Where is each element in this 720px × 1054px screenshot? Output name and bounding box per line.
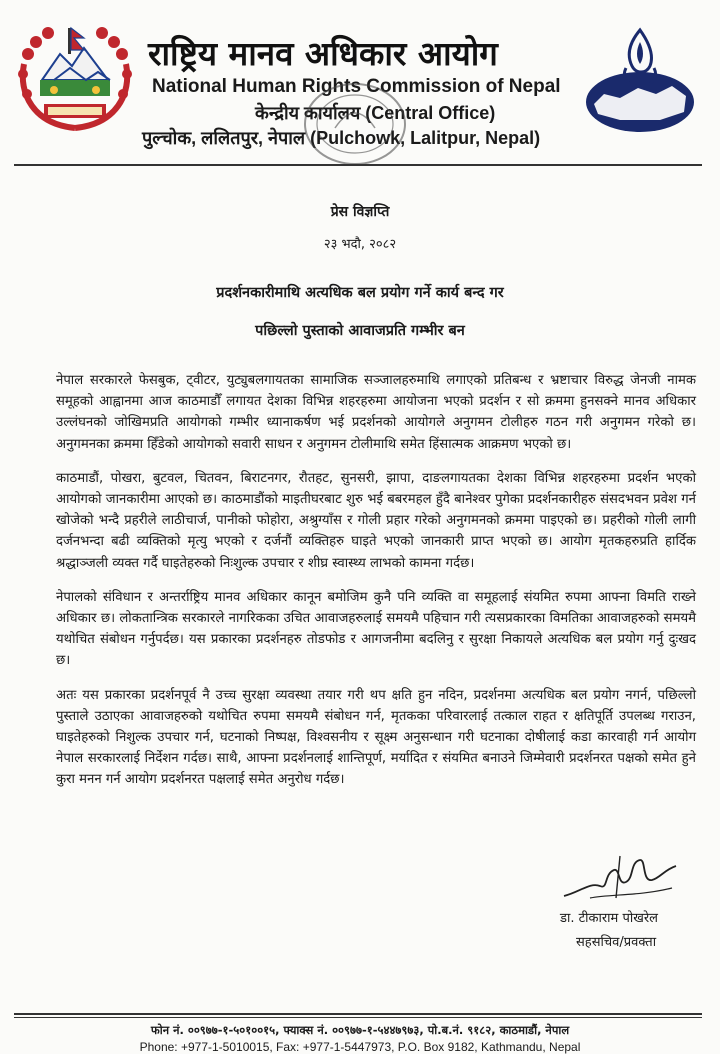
headline-line-1: प्रदर्शनकारीमाथि अत्यधिक बल प्रयोग गर्ने कार्य बन्द गर — [216, 285, 504, 301]
paragraph: नेपाल सरकारले फेसबुक, ट्वीटर, युट्युबलगायतका सामाजिक सञ्जालहरुमाथि लगाएको प्रतिबन्ध र भ्रष्टाचार विरुद्ध जेनजी नामक समूहको आह्वानमा आज काठमाडौँ लगायत देशका विभिन्न शहरहरुमा आयोजना भएको प्रदर्शन र सो क्रममा हुनसक्ने मानव अधिकार उल्लंघनको जोखिमप्रति आयोगको गम्भीर ध्यानाकर्षण भई प्रदर्शनको आयोगले अनुगमन टोलीहरु गठन गरी अनुगमन गरेको छ। अनुगमनका क्रममा हिँडेको आयोगको सवारी साधन र अनुगमन टोलीमाथि समेत हिंसात्मक आक्रमण भएको छ। — [56, 373, 696, 452]
footer-divider — [14, 1013, 702, 1015]
nepal-government-emblem-icon — [14, 24, 136, 136]
org-name-nepali: राष्ट्रिय मानव अधिकार आयोग — [148, 34, 498, 73]
headline-line-2: पछिल्लो पुस्ताको आवाजप्रति गम्भीर बन — [255, 323, 465, 339]
signatory-title: सहसचिव/प्रवक्ता — [576, 935, 657, 950]
nhrc-flame-logo-icon — [580, 22, 698, 134]
document-date: २३ भदौ, २०८२ — [323, 237, 397, 252]
footer-divider-thin — [14, 1017, 702, 1018]
press-release-body — [56, 370, 696, 804]
footer-contact-nepali: फोन नं. ००९७७-१-५०१००१५, फ्याक्स नं. ००९७७-१-५४४७९७३, पो.ब.नं. ९१८२, काठमाडौं, नेपाल — [150, 1023, 570, 1037]
header-divider — [14, 164, 702, 166]
signatory-name: डा. टीकाराम पोखरेल — [560, 911, 658, 926]
document-type: प्रेस विज्ञप्ति — [330, 204, 390, 220]
handwritten-signature — [560, 852, 680, 904]
office-stamp-icon — [300, 78, 410, 170]
paragraph: अतः यस प्रकारका प्रदर्शनपूर्व नै उच्च सुरक्षा व्यवस्था तयार गरी थप क्षति हुन नदिन, प्रदर्शनमा अत्यधिक बल प्रयोग नगर्न, पछिल्लो पुस्ताले उठाएका आवाजहरुको यथोचित रुपमा समयमै संबोधन गर्न, मृतकका परिवारलाई तत्काल राहत र क्षतिपूर्ति उपलब्ध गराउन, घाइतेहरुको निशुल्क उपचार गर्न, घटनाको निष्पक्ष, विश्वसनीय र सूक्ष्म अनुसन्धान गरी घटनाका दोषीलाई कडा कारवाही गर्न आयोग नेपाल सरकारलाई निर्देशन गर्दछ। साथै, आफ्ना प्रदर्शनलाई शान्तिपूर्ण, मर्यादित र संयमित बनाउने जिम्मेवारी प्रदर्शनरत पक्षको समेत हुने कुरा मनन गर्न आयोग प्रदर्शनरत पक्षलाई समेत अनुरोध गर्दछ। — [56, 687, 696, 788]
paragraph: नेपालको संविधान र अन्तर्राष्ट्रिय मानव अधिकार कानून बमोजिम कुनै पनि व्यक्ति वा समूहलाई संयमित रुपमा आफ्ना विमति राख्ने अधिकार छ। लोकतान्त्रिक सरकारले नागरिकका उचित आवाजहरुलाई समयमै पहिचान गरी त्यसप्रकारका विमतिका आवाजहरुको समयमै यथोचित संबोधन गर्नुपर्दछ। यस प्रकारका प्रदर्शनहरु तोडफोड र आगजनीमा बदलिनु र सुरक्षा निकायले अत्यधिक बल प्रयोग गर्नु दुःखद छ। — [56, 589, 696, 669]
address-line: पुल्चोक, ललितपुर, नेपाल (Pulchowk, Lalitpur, Nepal) — [142, 128, 541, 148]
footer-contact-english: Phone: +977-1-5010015, Fax: +977-1-5447973, P.O. Box 9182, Kathmandu, Nepal — [139, 1040, 581, 1054]
paragraph: काठमाडौं, पोखरा, बुटवल, चितवन, बिराटनगर, रौतहट, सुनसरी, झापा, दाङलगायतका देशका विभिन्न शहरहरुमा प्रदर्शन भएको आयोगको जानकारीमा आएको छ। काठमाडौंको माइतीघरबाट शुरु भई बबरमहल हुँदै बानेश्वर पुगेका प्रदर्शनकारीहरु संसदभवन प्रवेश गर्न खोजेको भन्दै प्रहरीले लाठीचार्ज, पानीको फोहोरा, अश्रुग्याँस र गोली प्रहार गरेको अनुगमनको क्रममा पाइएको छ। प्रहरीको गोली लागी दर्जनभन्दा बढी व्यक्तिको मृत्यु भएको र दर्जनौं व्यक्तिहरु घाइते भएको जानकारी प्राप्त भएको छ। आयोग मृतकहरुप्रति हार्दिक श्रद्धाञ्जली व्यक्त गर्दै घाइतेहरुको निःशुल्क उपचार र शीघ्र स्वास्थ्य लाभको कामना गर्दछ। — [56, 470, 696, 571]
org-name-english: National Human Rights Commission of Nepal — [152, 76, 561, 97]
office-line: केन्द्रीय कार्यालय (Central Office) — [255, 103, 496, 123]
